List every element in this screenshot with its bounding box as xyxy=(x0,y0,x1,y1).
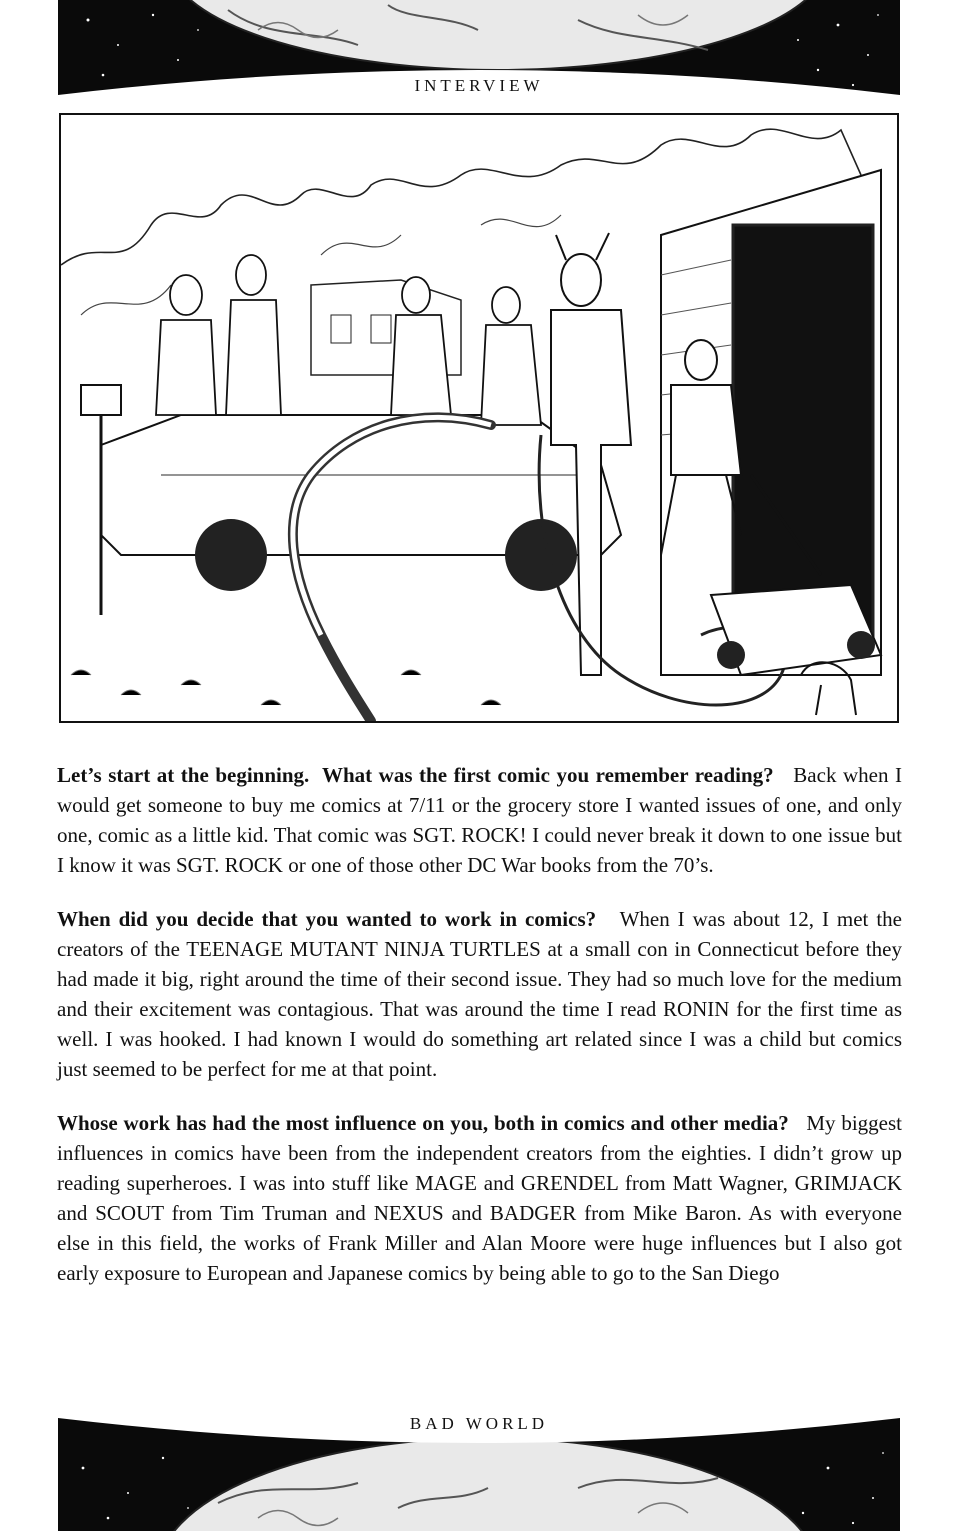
interview-question: When did you decide that you wanted to work in comics? xyxy=(57,907,612,931)
interview-answer: Back when I would get someone to buy me comics at 7/11 or the grocery store I wanted issues of one, and only one, comic as a little kid. That comic was SGT. ROCK! I could never break it down to one issue but I know it was SGT. ROCK or one of those other DC War books from the 70’s. xyxy=(57,763,902,877)
qa-paragraph xyxy=(57,904,902,1084)
interview-answer: My biggest influences in comics have been from the independent creators from the eighties. I didn’t grow up reading superheroes. I was into stuff like MAGE and GRENDEL from Matt Wagner, GRIMJACK and SCOUT from Tim Truman and NEXUS and BADGER from Mike Baron. As with everyone else in this field, the works of Frank Miller and Alan Moore were huge influences but I also got early exposure to European and Japanese comics by being able to go to the San Diego xyxy=(57,1111,902,1285)
interview-question: Let’s start at the beginning. What was the first comic you remember reading? xyxy=(57,763,787,787)
interview-answer: When I was about 12, I met the creators of the TEENAGE MUTANT NINJA TURTLES at a small con in Connecticut before they had made it big, right around the time of their second issue. They had so much love for the medium and their excitement was contagious. That was around the time I read RONIN for the first time as well. I was hooked. I had known I would do something art related since I was a child but comics just seemed to be perfect for me at that point. xyxy=(57,907,902,1081)
qa-paragraph xyxy=(57,760,902,880)
footer-title: BAD WORLD xyxy=(409,1414,549,1433)
qa-paragraph xyxy=(57,1108,902,1288)
top-banner xyxy=(58,0,900,100)
interview-question: Whose work has had the most influence on you, both in comics and other media? xyxy=(57,1111,801,1135)
suburban-scene-illustration xyxy=(61,115,897,721)
interview-article xyxy=(57,760,902,1312)
comic-illustration-panel xyxy=(59,113,899,723)
bottom-banner xyxy=(58,1408,900,1531)
section-label: INTERVIEW xyxy=(414,76,544,95)
